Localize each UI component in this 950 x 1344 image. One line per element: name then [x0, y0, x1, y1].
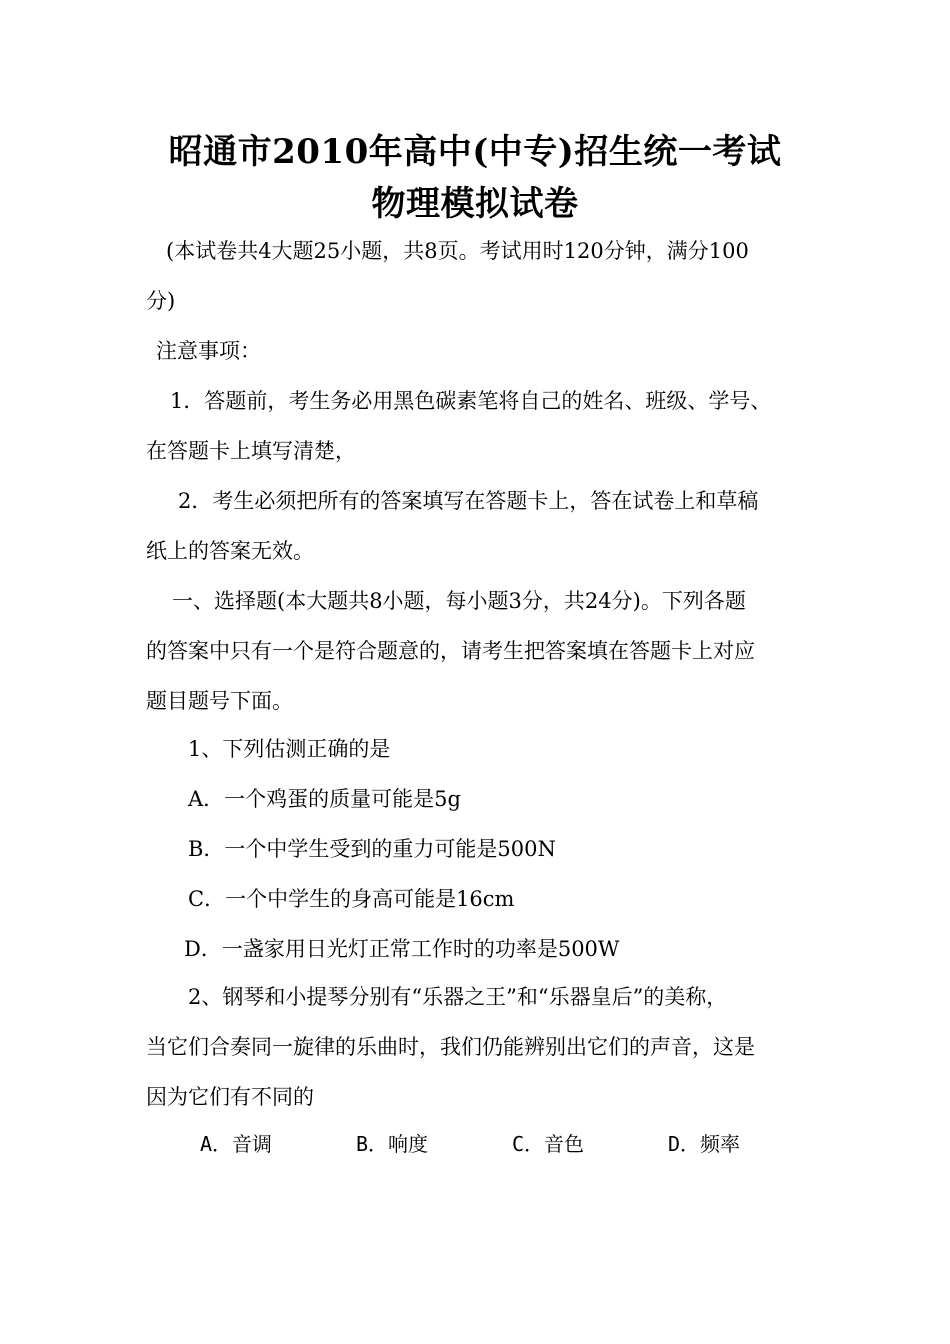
question-2-option-c: C．音色	[512, 1132, 585, 1156]
section-1-instructions-line-1: 一、选择题(本大题共8小题，每小题3分，共24分)。下列各题	[172, 589, 746, 613]
question-2-stem-line-1: 2、钢琴和小提琴分别有“乐器之王”和“乐器皇后”的美称，	[188, 985, 728, 1009]
question-2-option-b: B．响度	[356, 1132, 429, 1156]
notice-item-1-line-2: 在答题卡上填写清楚，	[146, 439, 356, 463]
question-2-options	[0, 1128, 950, 1162]
notice-item-1-line-1: 1．答题前，考生务必用黑色碳素笔将自己的姓名、班级、学号、	[170, 389, 772, 413]
section-1-instructions-line-2: 的答案中只有一个是符合题意的，请考生把答案填在答题卡上对应	[146, 639, 755, 663]
question-1-option-d: D．一盏家用日光灯正常工作时的功率是500W	[184, 937, 620, 961]
question-2-stem-line-3: 因为它们有不同的	[146, 1085, 314, 1109]
question-2-stem-line-2: 当它们合奏同一旋律的乐曲时，我们仍能辨别出它们的声音，这是	[146, 1035, 755, 1059]
question-1-stem: 1、下列估测正确的是	[188, 737, 391, 761]
question-1-option-c: C．一个中学生的身高可能是16cm	[188, 887, 515, 911]
intro-line-1: (本试卷共4大题25小题，共8页。考试用时120分钟，满分100	[166, 239, 749, 263]
notice-item-2-line-2: 纸上的答案无效。	[146, 539, 314, 563]
intro-line-2: 分)	[146, 289, 176, 313]
exam-title: 昭通市2010年高中(中专)招生统一考试	[168, 132, 782, 172]
notice-item-2-line-1: 2．考生必须把所有的答案填写在答题卡上，答在试卷上和草稿	[178, 489, 759, 513]
question-1-option-a: A．一个鸡蛋的质量可能是5g	[188, 787, 461, 811]
section-1-instructions-line-3: 题目题号下面。	[146, 689, 293, 713]
question-2-option-a: A．音调	[200, 1132, 273, 1156]
question-1-option-b: B．一个中学生受到的重力可能是500N	[188, 837, 556, 861]
notice-heading: 注意事项：	[156, 339, 261, 363]
exam-subtitle: 物理模拟试卷	[371, 184, 579, 224]
question-2-option-d: D．频率	[668, 1132, 741, 1156]
